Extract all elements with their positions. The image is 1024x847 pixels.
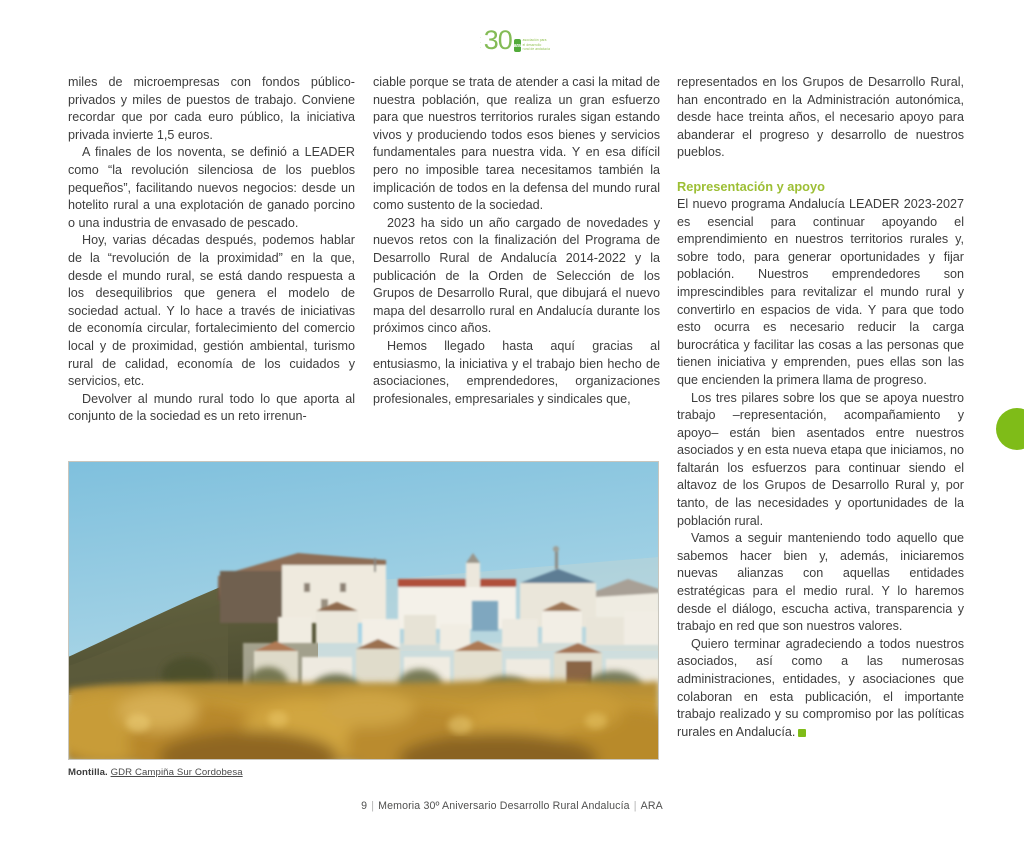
logo-wordmark-line-2: el desarrollo bbox=[522, 42, 542, 47]
paragraph: El nuevo programa Andalucía LEADER 2023-2027 es esencial para continuar apoyando el emprendimiento en nuestros territorios rurales y, sobre todo, para generar oportunidades y fijar población. Nuestros emprendedores son imprescindibles para revitalizar el mundo rural y convertirlo en espacios de vida. Y para que todo esto ocurra es necesario reducir la carga burocrática y facilitar las cosas a las personas que tienen iniciativa y emprenden, pues ellas son las que encienden la primera llama de progreso. bbox=[677, 196, 964, 387]
footer-separator-2: | bbox=[633, 800, 637, 812]
green-circle-decoration bbox=[996, 408, 1024, 450]
footer-page-number: 9 bbox=[361, 800, 368, 812]
ara-badge-icon: ara bbox=[514, 39, 521, 52]
caption-credit[interactable]: GDR Campiña Sur Cordobesa bbox=[110, 767, 243, 778]
paragraph: 2023 ha sido un año cargado de novedades y nuevos retos con la finalización del Programa de Desarrollo Rural de Andalucía 2014-2022 y la publicación de la Orden de Selección de los Grupos de Desarrollo Rural, que dibujará el nuevo mapa del desarrollo rural en Andalucía durante los próximos cinco años. bbox=[373, 215, 660, 336]
paragraph: A finales de los noventa, se definió a LEADER como “la revolución silenciosa de los pueblos pequeños”, facilitando nuevos negocios: desde un hotelito rural a una explotación de ganado porcino o una industria de envasado de pescado. bbox=[68, 145, 355, 230]
logo-wordmark-line-1: asociación para bbox=[522, 38, 547, 43]
paragraph: representados en los Grupos de Desarrollo Rural, han encontrado en la Administración autonómica, desde hace treinta años, el necesario apoyo para abanderar el progreso y desarrollo de nuestros pueblos. bbox=[677, 75, 964, 160]
page-footer bbox=[0, 800, 1024, 812]
logo-number: 30 bbox=[483, 25, 512, 55]
section-heading: Representación y apoyo bbox=[677, 178, 825, 194]
paragraph: Los tres pilares sobre los que se apoya nuestro trabajo –representación, acompañamiento y apoyo– están bien asentados entre nuestros asociados y en esta nueva etapa que iniciamos, no faltarán los esfuerzos para continuar siendo el altavoz de los Grupos de Desarrollo Rural y, por tanto, de las necesidades y oportunidades de la población rural. bbox=[677, 390, 964, 528]
paragraph: Devolver al mundo rural todo lo que aporta al conjunto de la sociedad es un reto irrenun- bbox=[68, 391, 355, 424]
logo-wordmark bbox=[523, 39, 550, 52]
paragraph: ciable porque se trata de atender a casi la mitad de nuestra población, que realiza un gran esfuerzo para que nuestros territorios rurales sigan estando vivos y produciendo todos esos bienes y servicios fundamentales para nuestra vida. Y en esa difícil pero no imposible tarea necesitamos también la implicación de todos en la defensa del mundo rural como sustento de la sociedad. bbox=[373, 75, 660, 213]
photo-caption bbox=[68, 766, 243, 779]
paragraph: Hoy, varias décadas después, podemos hablar de la “revolución de la proximidad” en la que, desde el mundo rural, se está dando respuesta a los desequilibrios que genera el modelo de sociedad actual. Y lo hace a través de iniciativas de economía circular, fortalecimiento del comercio local y de proximidad, gestión ambiental, turismo rural de calidad, economía de los cuidados y servicios, etc. bbox=[68, 233, 355, 389]
footer-org: ARA bbox=[640, 800, 663, 812]
text-column-2 bbox=[373, 74, 660, 408]
anniversary-logo bbox=[480, 24, 550, 54]
article-photo bbox=[68, 461, 659, 760]
paragraph-final bbox=[677, 636, 964, 742]
paragraph: Vamos a seguir manteniendo todo aquello que sabemos hacer bien y, además, iniciaremos nuevas alianzas con aquellas entidades estratégicas para el medio rural. Y lo haremos desde el diálogo, escucha activa, transparencia y trabajo en red que son nuestros valores. bbox=[677, 531, 964, 634]
logo-wordmark-line-3: rural de andalucía bbox=[522, 47, 550, 52]
footer-title: Memoria 30º Aniversario Desarrollo Rural Andalucía bbox=[378, 800, 630, 812]
text-column-3 bbox=[677, 74, 964, 741]
footer-separator-1: | bbox=[371, 800, 375, 812]
montilla-photo-image bbox=[68, 461, 659, 760]
text-column-1 bbox=[68, 74, 355, 426]
caption-place: Montilla. bbox=[68, 767, 108, 778]
paragraph-final-text: Quiero terminar agradeciendo a todos nuestros asociados, así como a las numerosas administraciones, entidades, y asociaciones que colaboran en esta publicación, el importante trabajo realizado y su compromiso por las políticas rurales en Andalucía. bbox=[677, 636, 964, 739]
end-of-article-mark-icon bbox=[798, 729, 806, 737]
logo-decoration: · · · bbox=[480, 35, 482, 50]
paragraph: Hemos llegado hasta aquí gracias al entusiasmo, la iniciativa y el trabajo bien hecho de asociaciones, emprendedores, organizaciones profesionales, empresariales y sindicales que, bbox=[373, 338, 660, 406]
paragraph: miles de microempresas con fondos público-privados y miles de puestos de trabajo. Conviene recordar que por cada euro público, la iniciativa privada invierte 1,5 euros. bbox=[68, 75, 355, 142]
